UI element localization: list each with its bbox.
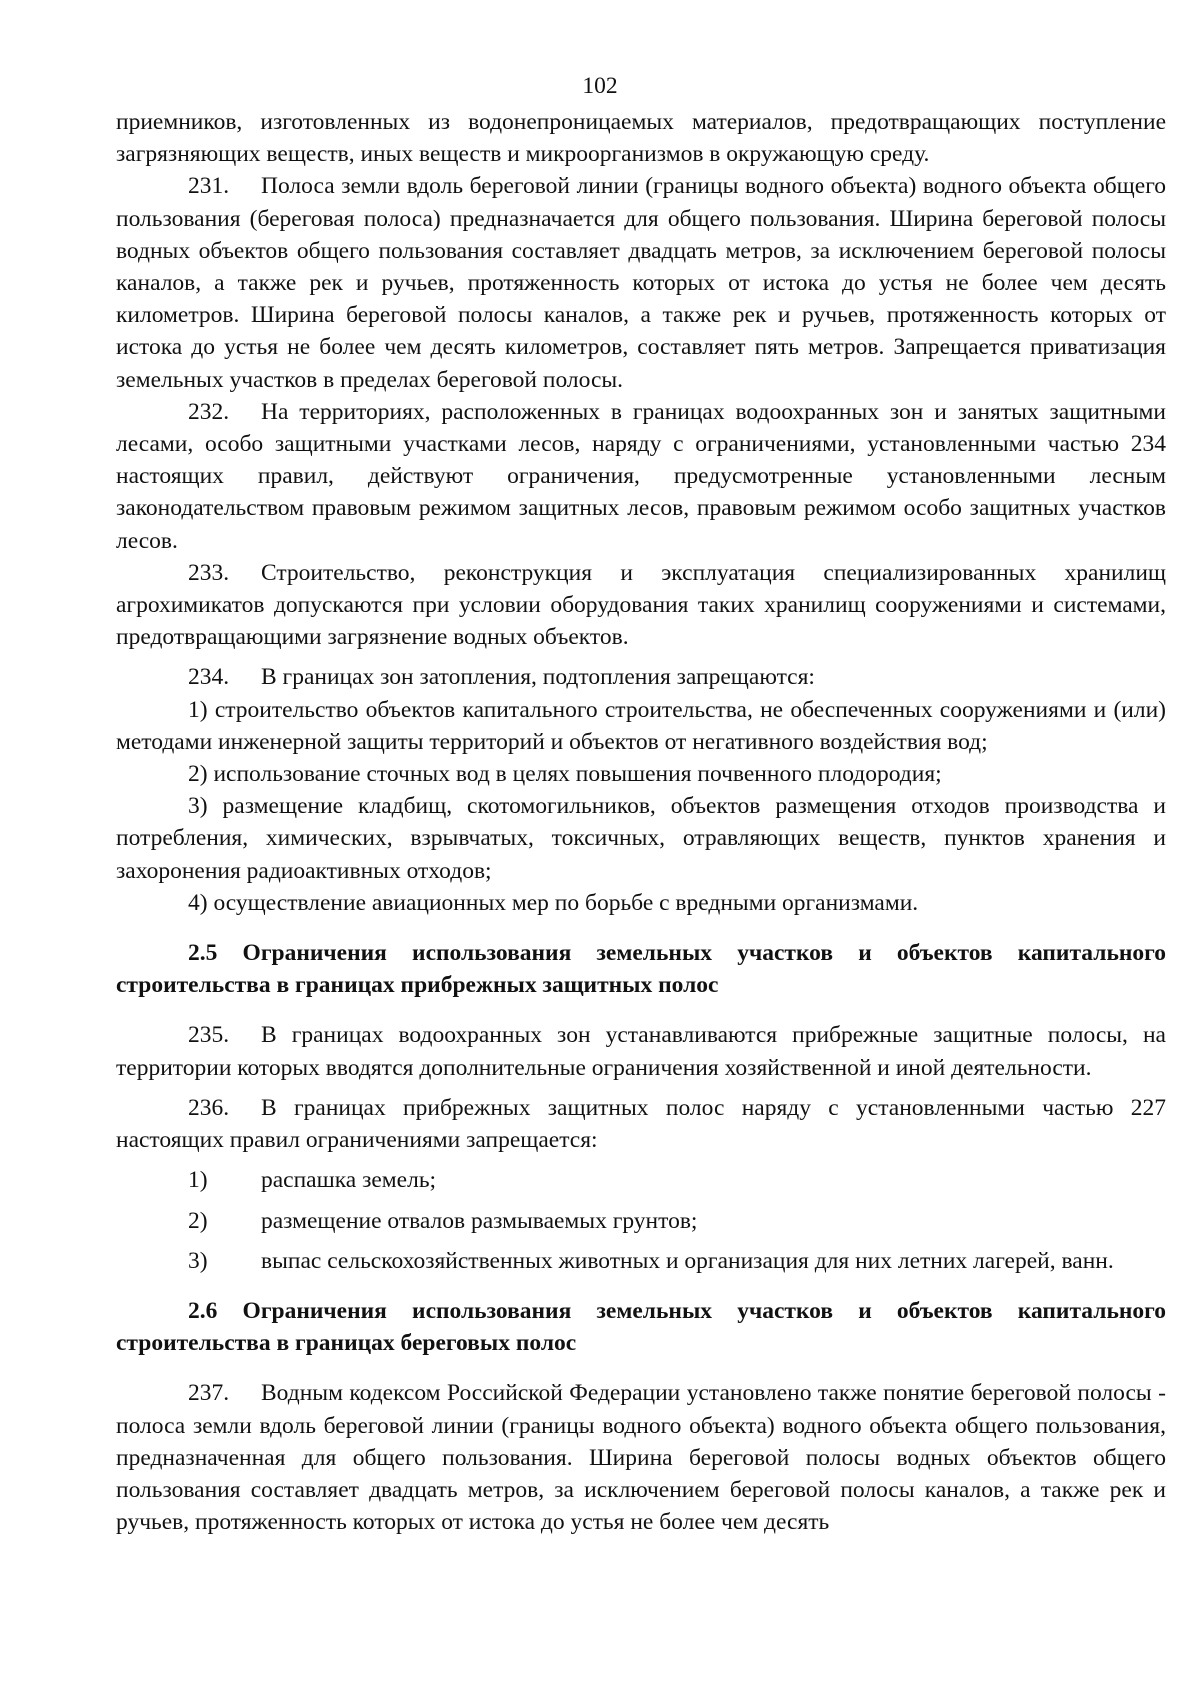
paragraph-232 [116,396,1166,557]
paragraph-text: В границах зон затопления, подтопления запрещаются: [261,664,815,691]
list-item-number: 1) [188,1167,208,1194]
list-item [188,1164,1166,1196]
section-heading-2-5: 2.5 Ограничения использования земельных участков и объектов капитального строительства в границах прибрежных защитных полос [116,940,1166,999]
paragraph-text: Водным кодексом Российской Федерации установлено также понятие береговой полосы - полоса земли вдоль береговой линии (границы водного объекта) водного объекта общего пользования, предназначенная для общего пользования. Ширина береговой полосы водных объектов общего пользования составляет двадцать метров, за исключением береговой полосы каналов, а также рек и ручьев, протяженность которых от истока до устья не более чем десять [116,1380,1166,1536]
paragraph-text: Полоса земли вдоль береговой линии (границы водного объекта) водного объекта общего пользования (береговая полоса) предназначается для общего пользования. Ширина береговой полосы водных объектов общего пользования составляет двадцать метров, за исключением береговой полосы каналов, а также рек и ручьев, протяженность которых от истока до устья не более чем десять километров. Ширина береговой полосы каналов, а также рек и ручьев, протяженность которых от истока до устья не более чем десять километров, составляет пять метров. Запрещается приватизация земельных участков в пределах береговой полосы. [116,173,1166,393]
paragraph-text: Строительство, реконструкция и эксплуатация специализированных хранилищ агрохимикатов допускаются при условии оборудования таких хранилищ сооружениями и системами, предотвращающими загрязнение водных объектов. [116,559,1166,651]
paragraph-number: 233. [188,559,230,586]
list-item [188,1245,1166,1277]
list-item-text: выпас сельскохозяйственных животных и организация для них летних лагерей, ванн. [261,1247,1114,1274]
paragraph-text: В границах водоохранных зон устанавливаются прибрежные защитные полосы, на территории которых вводятся дополнительные ограничения хозяйственной и иной деятельности. [116,1022,1166,1081]
paragraph-234 [116,661,1166,693]
paragraph-continuation: приемников, изготовленных из водонепроницаемых материалов, предотвращающих поступление загрязняющих веществ, иных веществ и микроорганизмов в окружающую среду. [116,109,1166,168]
paragraph-text: На территориях, расположенных в границах водоохранных зон и занятых защитными лесами, особо защитными участками лесов, наряду с ограничениями, установленными частью 234 настоящих правил, действуют ограничения, предусмотренные установленными лесным законодательством правовым режимом защитных лесов, правовым режимом особо защитных участков лесов. [116,398,1166,554]
list-item-text: распашка земель; [261,1167,437,1194]
section-heading-2-6: 2.6 Ограничения использования земельных участков и объектов капитального строительства в границах береговых полос [116,1297,1166,1357]
paragraph-number: 232. [188,398,230,425]
list-item: 1) строительство объектов капитального строительства, не обеспеченных сооружениями и (или) методами инженерной защиты территорий и объектов от негативного воздействия вод; [116,696,1166,755]
page-number: 102 [582,73,618,99]
list-item-number: 3) [188,1247,208,1274]
paragraph-number: 234. [188,664,230,691]
paragraph-233 [116,557,1166,654]
list-item-number: 2) [188,1207,208,1234]
paragraph-text: В границах прибрежных защитных полос наряду с установленными частью 227 настоящих правил ограничениями запрещается: [116,1094,1166,1154]
list-item-text: размещение отвалов размываемых грунтов; [261,1207,698,1234]
paragraph-number: 236. [188,1094,230,1121]
paragraph-237 [116,1377,1166,1538]
paragraph-231 [116,170,1166,395]
paragraph-236 [116,1092,1166,1156]
document-body [116,106,1166,1538]
list-item: 2) использование сточных вод в целях повышения почвенного плодородия; [188,761,942,788]
paragraph-235 [116,1019,1166,1083]
paragraph-number: 237. [188,1380,230,1407]
list-item [188,1205,1166,1237]
paragraph-number: 231. [188,173,230,200]
list-item: 3) размещение кладбищ, скотомогильников, объектов размещения отходов производства и потребления, химических, взрывчатых, токсичных, отравляющих веществ, пунктов хранения и захоронения радиоактивных отходов; [116,793,1166,884]
list-item: 4) осуществление авиационных мер по борьбе с вредными организмами. [188,889,919,916]
paragraph-number: 235. [188,1022,230,1049]
